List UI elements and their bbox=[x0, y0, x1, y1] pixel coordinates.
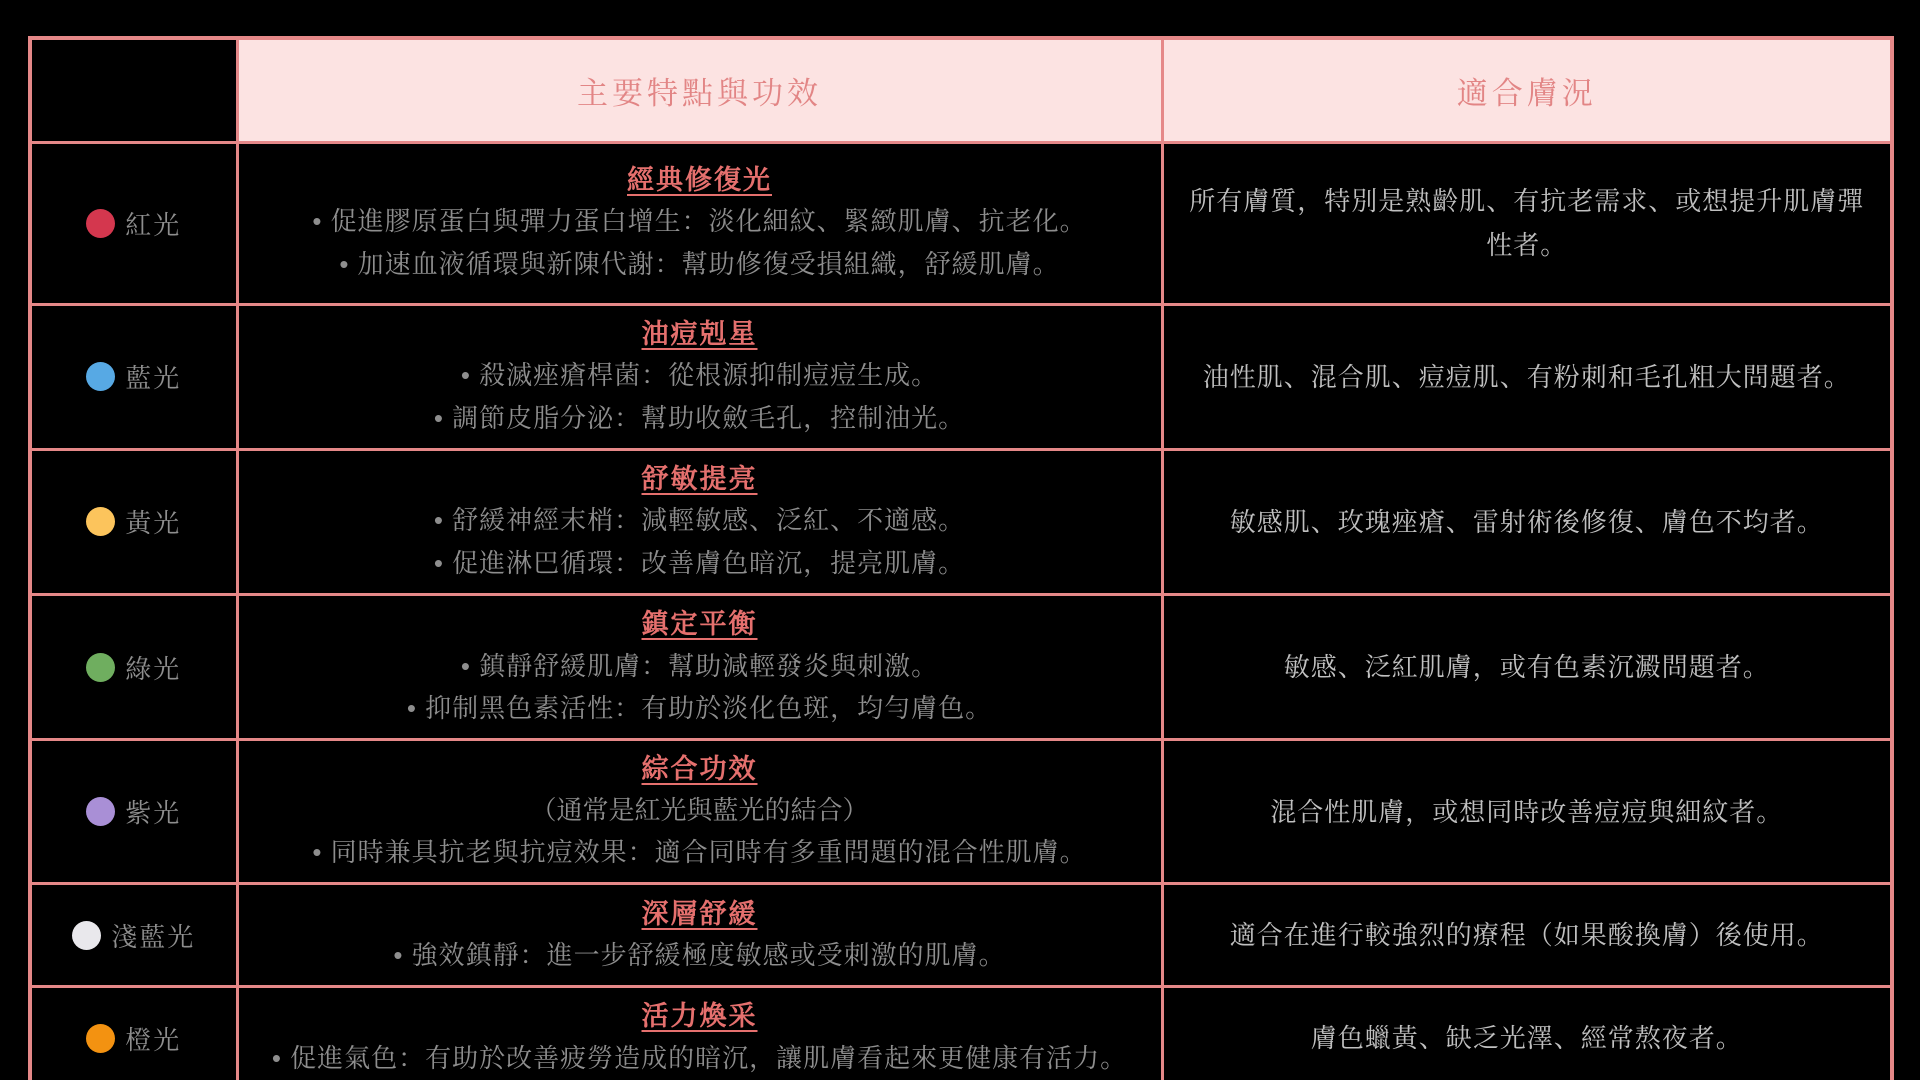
feature-title: 經典修復光 bbox=[627, 164, 772, 195]
feature-title: 油痘剋星 bbox=[641, 318, 758, 349]
feature-bullet: • 促進氣色：有助於改善疲勞造成的暗沉，讓肌膚看起來更健康有活力。 bbox=[271, 1042, 1128, 1073]
light-label: 紅光 bbox=[125, 209, 182, 240]
feature-bullet: • 鎮靜舒緩肌膚：幫助減輕發炎與刺激。 bbox=[460, 650, 939, 681]
feature-bullet: • 抑制黑色素活性：有助於淡化色斑，均勻膚色。 bbox=[406, 693, 993, 724]
suitable-text: 敏感、泛紅肌膚，或有色素沉澱問題者。 bbox=[1283, 652, 1770, 683]
feature-subtitle: （通常是紅光與藍光的結合） bbox=[530, 794, 869, 825]
feature-title: 鎮定平衡 bbox=[641, 609, 758, 640]
light-legend bbox=[32, 503, 236, 540]
feature-bullet: • 加速血液循環與新陳代謝：幫助修復受損組織，舒緩肌膚。 bbox=[339, 249, 1060, 280]
light-therapy-table bbox=[28, 36, 1894, 1080]
header-cell-features: 主要特點與功效 bbox=[237, 38, 1162, 142]
suitable-text: 膚色蠟黃、缺乏光澤、經常熬夜者。 bbox=[1310, 1022, 1743, 1053]
suitable-text: 適合在進行較強烈的療程（如果酸換膚）後使用。 bbox=[1229, 920, 1824, 951]
light-label: 淺藍光 bbox=[111, 921, 196, 952]
light-label: 紫光 bbox=[125, 798, 182, 829]
feature-title: 活力煥采 bbox=[641, 1001, 758, 1032]
light-therapy-table-wrap bbox=[28, 36, 1894, 1080]
feature-bullet: • 促進膠原蛋白與彈力蛋白增生：淡化細紋、緊緻肌膚、抗老化。 bbox=[312, 206, 1087, 237]
table-row-yellow-light bbox=[30, 449, 1892, 594]
feature-bullet: • 強效鎮靜：進一步舒緩極度敏感或受刺激的肌膚。 bbox=[393, 940, 1006, 971]
light-color-dot bbox=[86, 209, 115, 238]
table-row-blue-light bbox=[30, 304, 1892, 449]
suitable-text: 油性肌、混合肌、痘痘肌、有粉刺和毛孔粗大問題者。 bbox=[1202, 361, 1851, 392]
feature-title: 舒敏提亮 bbox=[641, 463, 758, 494]
light-label: 藍光 bbox=[125, 363, 182, 394]
header-cell-suitable: 適合膚況 bbox=[1162, 38, 1892, 142]
light-legend bbox=[32, 358, 236, 395]
table-row-green-light bbox=[30, 595, 1892, 740]
suitable-text: 混合性肌膚，或想同時改善痘痘與細紋者。 bbox=[1270, 796, 1784, 827]
light-label: 橙光 bbox=[125, 1024, 182, 1055]
light-legend bbox=[32, 793, 236, 830]
light-color-dot bbox=[72, 921, 101, 950]
feature-bullet: • 促進淋巴循環：改善膚色暗沉，提亮肌膚。 bbox=[433, 548, 966, 579]
light-color-dot bbox=[86, 507, 115, 536]
table-row-orange-light bbox=[30, 987, 1892, 1080]
table-row-light-blue-light bbox=[30, 884, 1892, 987]
light-legend bbox=[32, 917, 236, 954]
light-color-dot bbox=[86, 653, 115, 682]
light-color-dot bbox=[86, 1024, 115, 1053]
table-row-purple-light bbox=[30, 740, 1892, 884]
header-row bbox=[30, 38, 1892, 142]
feature-bullet: • 舒緩神經末梢：減輕敏感、泛紅、不適感。 bbox=[433, 505, 966, 536]
light-legend bbox=[32, 205, 236, 242]
light-color-dot bbox=[86, 797, 115, 826]
suitable-text: 敏感肌、玫瑰痤瘡、雷射術後修復、膚色不均者。 bbox=[1229, 506, 1824, 537]
feature-title: 深層舒緩 bbox=[641, 898, 758, 929]
light-legend bbox=[32, 1020, 236, 1057]
light-legend bbox=[32, 649, 236, 686]
light-color-dot bbox=[86, 362, 115, 391]
light-label: 黃光 bbox=[125, 508, 182, 539]
light-label: 綠光 bbox=[125, 653, 182, 684]
feature-title: 綜合功效 bbox=[641, 754, 758, 785]
header-cell-light bbox=[30, 38, 237, 142]
suitable-text: 所有膚質，特別是熟齡肌、有抗老需求、或想提升肌膚彈性者。 bbox=[1189, 185, 1865, 260]
feature-bullet: • 同時兼具抗老與抗痘效果：適合同時有多重問題的混合性肌膚。 bbox=[312, 837, 1087, 868]
table-row-red-light bbox=[30, 142, 1892, 304]
feature-bullet: • 殺滅痤瘡桿菌：從根源抑制痘痘生成。 bbox=[460, 360, 939, 390]
feature-bullet: • 調節皮脂分泌：幫助收斂毛孔，控制油光。 bbox=[433, 402, 966, 433]
